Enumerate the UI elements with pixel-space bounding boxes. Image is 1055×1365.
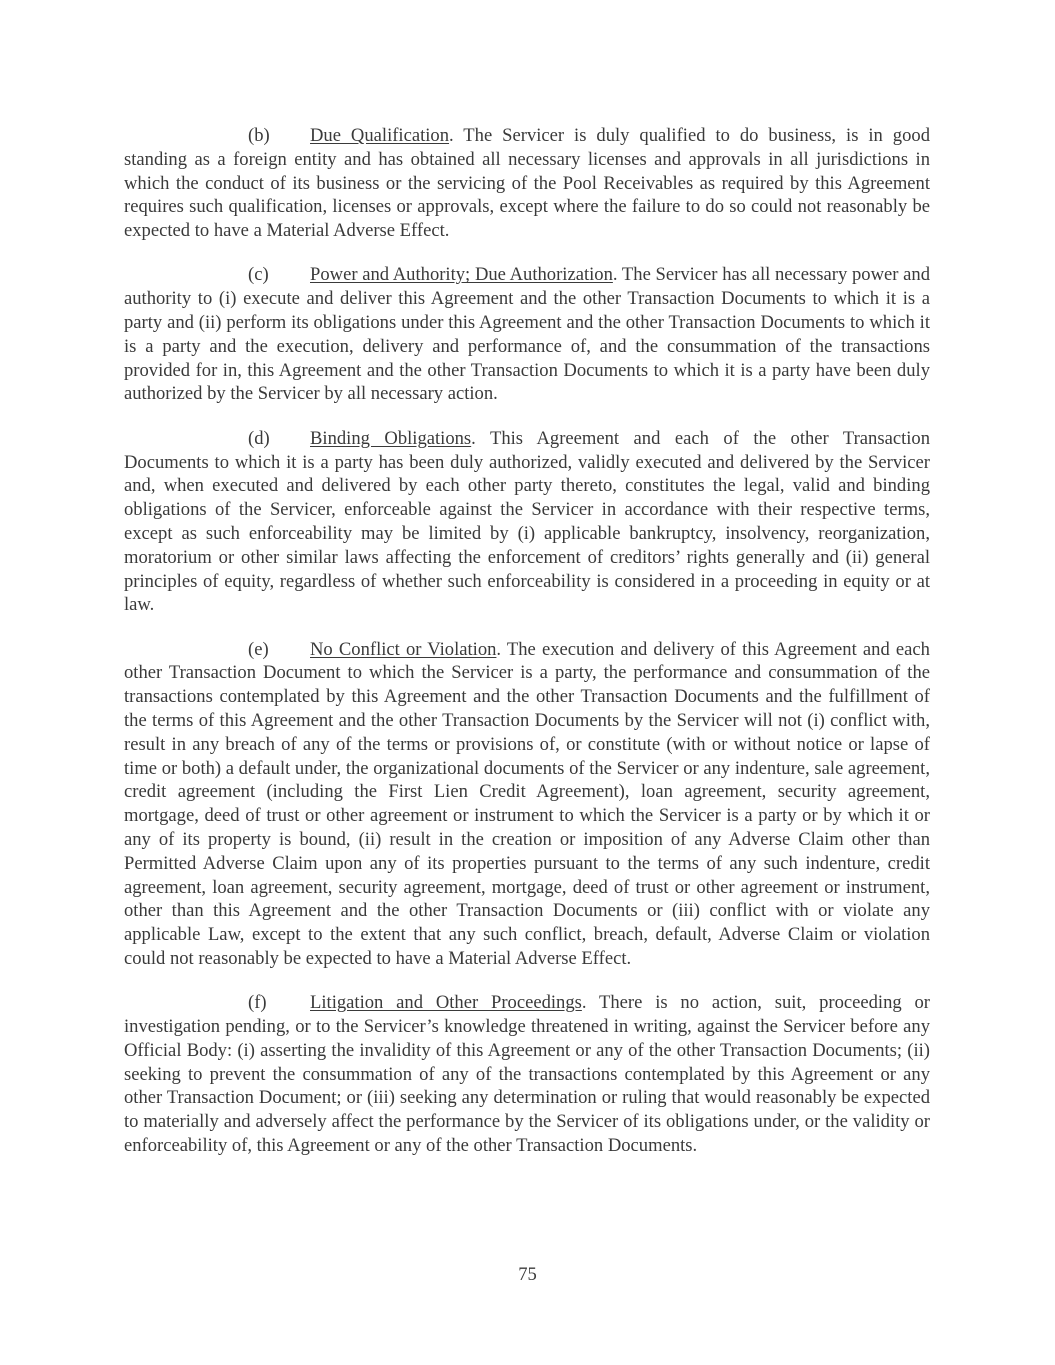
section-label: (e) (248, 638, 269, 660)
section-heading: Binding Obligations (310, 427, 472, 449)
section-b-paragraph (124, 124, 930, 243)
section-label: (c) (248, 264, 269, 286)
section-body: . The Servicer is duly qualified to do business, is in good standing as a foreign entity and has obtained all necessary licenses and approvals in all jurisdictions in which the conduct of its business or the servicing of the Pool Receivables as required by this Agreement requires such qualification, licenses or approvals, except where the failure to do so could not reasonably be expected to have a Material Adverse Effect. (124, 125, 930, 242)
section-heading: Due Qualification (310, 125, 450, 146)
section-heading: Power and Authority; Due Authorization (310, 264, 613, 286)
section-body: . The execution and delivery of this Agreement and each other Transaction Document to which the Servicer is a party, the performance and consummation of the transactions contemplated by this Agreement and the other Transaction Documents and the fulfillment of the terms of this Agreement and the other Transaction Documents by the Servicer will not (i) conflict with, result in any breach of any of the terms or provisions of, or constitute (with or without notice or lapse of time or both) a default under, the organizational documents of the Servicer or any indenture, sale agreement, credit agreement (including the First Lien Credit Agreement), loan agreement, security agreement, mortgage, deed of trust or other agreement or instrument to which the Servicer is a party or by which it or any of its property is bound, (ii) result in the creation or imposition of any Adverse Claim other than Permitted Adverse Claim upon any of its properties pursuant to the terms of any such indenture, credit agreement, loan agreement, security agreement, mortgage, deed of trust or other agreement or instrument, other than this Agreement and the other Transaction Documents or (iii) conflict with or violate any applicable Law, except to the extent that any such conflict, breach, default, Adverse Claim or violation could not reasonably be expected to have a Material Adverse Effect. (124, 638, 930, 969)
section-heading: No Conflict or Violation (310, 638, 497, 660)
section-heading: Litigation and Other Proceedings (310, 992, 582, 1014)
section-e-paragraph (124, 638, 930, 971)
section-body: . There is no action, suit, proceeding or investigation pending, or to the Servicer’s knowledge threatened in writing, against the Servicer before any Official Body: (i) asserting the invalidity of this Agreement or any of the other Transaction Documents; (ii) seeking to prevent the consummation of any of the transactions contemplated by this Agreement or any other Transaction Document; or (iii) seeking any determination or ruling that would reasonably be expected to materially and adversely affect the performance by the Servicer of its obligations under, or the validity or enforceability of, this Agreement or any of the other Transaction Documents. (124, 992, 930, 1157)
section-body: . The Servicer has all necessary power and authority to (i) execute and deliver this Agreement and the other Transaction Documents to which it is a party and (ii) perform its obligations under this Agreement and the other Transaction Documents to which it is a party and the execution, delivery and performance of, and the consummation of the transactions provided for in, this Agreement and the other Transaction Documents to which it is a party have been duly authorized by the Servicer by all necessary action. (124, 264, 930, 405)
section-label: (f) (248, 992, 267, 1014)
section-d-paragraph (124, 427, 930, 617)
section-label: (b) (248, 125, 270, 146)
section-c-paragraph (124, 263, 930, 406)
document-page (124, 124, 930, 1178)
section-label: (d) (248, 427, 270, 449)
page-number: 75 (518, 1264, 537, 1285)
section-f-paragraph (124, 991, 930, 1158)
section-body: . This Agreement and each of the other Transaction Documents to which it is a party has been duly authorized, validly executed and delivered by the Servicer and, when executed and delivered by each other party thereto, constitutes the legal, valid and binding obligations of the Servicer, enforceable against the Servicer in accordance with their respective terms, except as such enforceability may be limited by (i) applicable bankruptcy, insolvency, reorganization, moratorium or other similar laws affecting the enforcement of creditors’ rights generally and (ii) general principles of equity, regardless of whether such enforceability is considered in a proceeding in equity or at law. (124, 427, 931, 616)
